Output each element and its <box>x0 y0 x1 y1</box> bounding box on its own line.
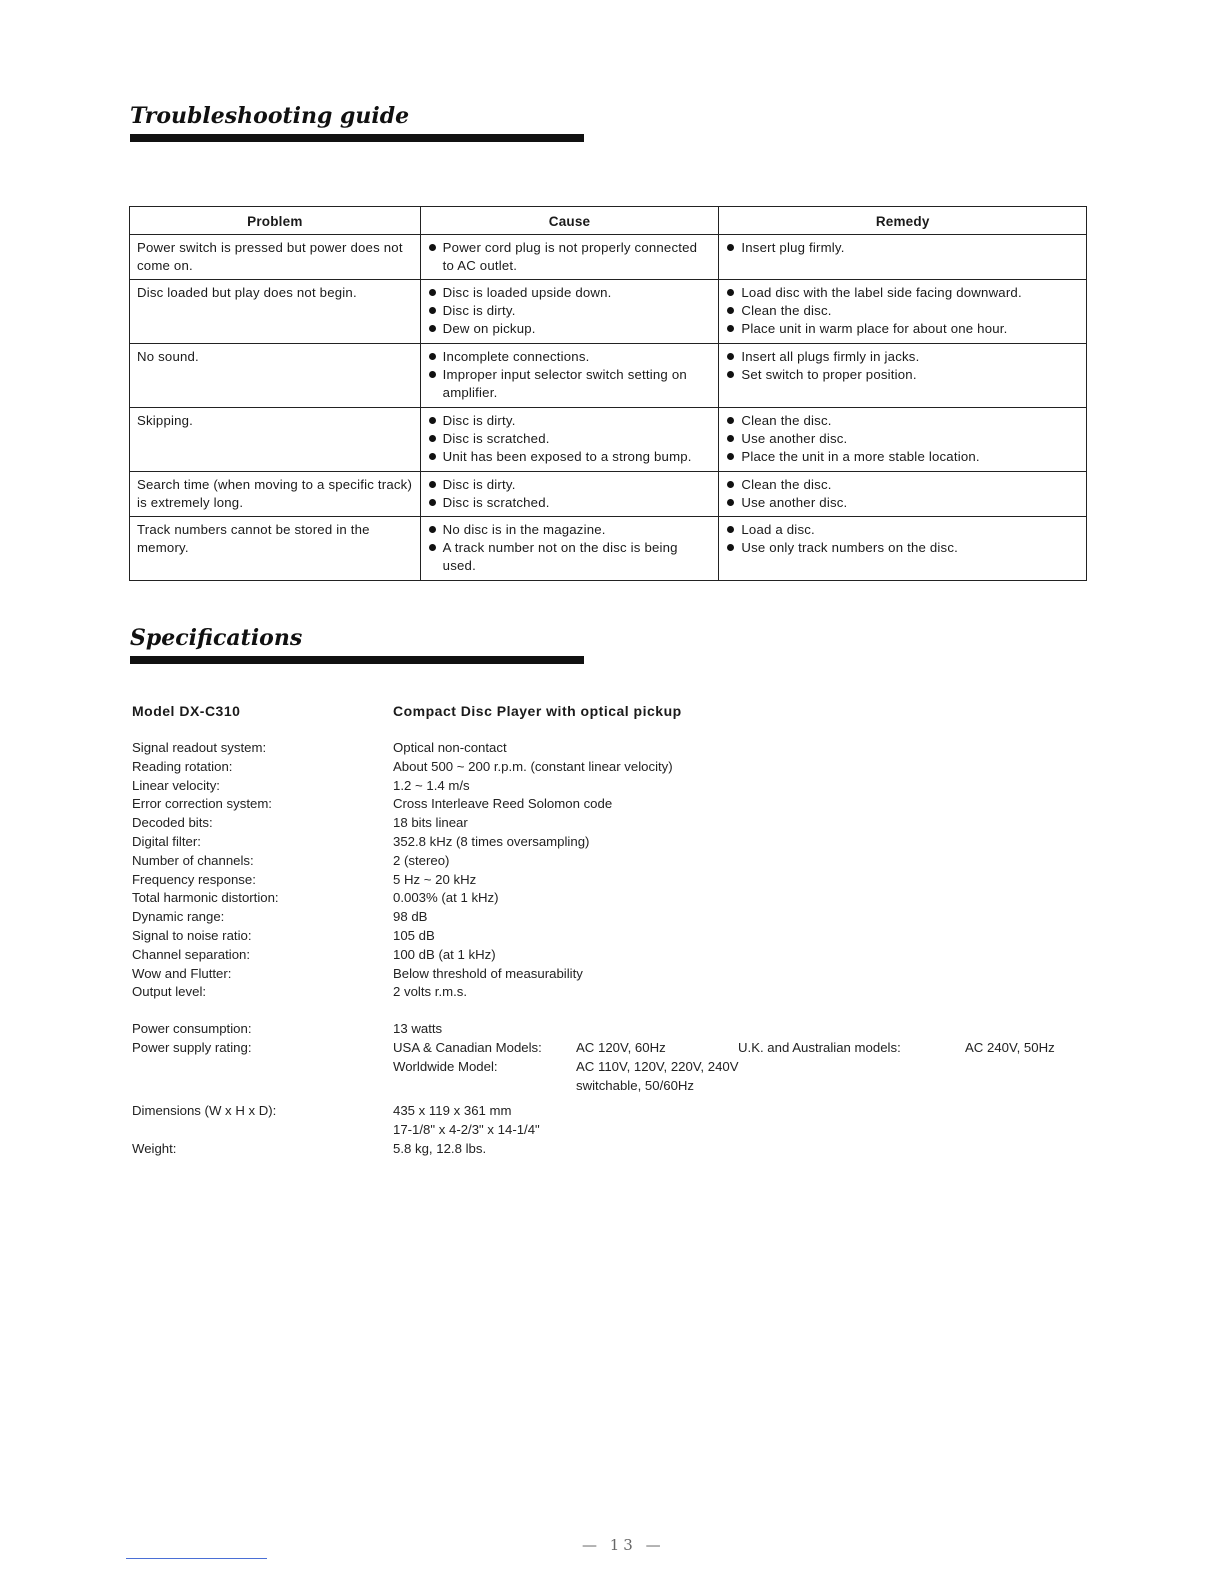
problem-cell: No sound. <box>130 344 421 408</box>
spec-row <box>132 927 1092 946</box>
table-row <box>130 472 1087 517</box>
spec-value: 1.2 ~ 1.4 m/s <box>393 777 470 793</box>
remedy-item: Use only track numbers on the disc. <box>726 539 1079 557</box>
cause-item: Disc is dirty. <box>428 476 712 494</box>
dimensions-imperial: 17-1/8" x 4-2/3" x 14-1/4" <box>393 1122 540 1138</box>
problem-cell: Power switch is pressed but power does not come on. <box>130 235 421 280</box>
spec-row <box>132 871 1092 890</box>
spec-label: Error correction system: <box>132 796 272 812</box>
spec-value: 13 watts <box>393 1021 443 1037</box>
spec-label: Decoded bits: <box>132 815 213 831</box>
table-row <box>130 235 1087 280</box>
spec-value: 352.8 kHz (8 times oversampling) <box>393 833 590 849</box>
cause-cell <box>420 408 719 472</box>
spec-label: Digital filter: <box>132 833 201 849</box>
problem-cell: Track numbers cannot be stored in the memory. <box>130 517 421 581</box>
remedy-item: Place the unit in a more stable location. <box>726 448 1079 466</box>
remedy-item: Clean the disc. <box>726 302 1079 320</box>
spec-value: 0.003% (at 1 kHz) <box>393 890 499 906</box>
remedy-item: Insert plug firmly. <box>726 239 1079 257</box>
cause-item: Disc is scratched. <box>428 494 712 512</box>
spec-row <box>132 758 1092 777</box>
spec-value: Cross Interleave Reed Solomon code <box>393 796 613 812</box>
cause-cell <box>420 280 719 344</box>
cause-item: Disc is scratched. <box>428 430 712 448</box>
spec-label: Total harmonic distortion: <box>132 890 279 906</box>
table-row <box>130 344 1087 408</box>
spec-row <box>132 983 1092 1002</box>
cause-item: Improper input selector switch setting on amplifier. <box>428 366 712 402</box>
cause-item: A track number not on the disc is being used. <box>428 539 712 575</box>
cause-item: Incomplete connections. <box>428 348 712 366</box>
remedy-item: Load disc with the label side facing downward. <box>726 284 1079 302</box>
specifications-heading: Specifications <box>130 625 303 651</box>
spec-label: Output level: <box>132 984 207 1000</box>
model-label: Model DX-C310 <box>132 703 241 719</box>
cause-cell <box>420 235 719 280</box>
usa-value: AC 120V, 60Hz <box>576 1039 666 1055</box>
spec-value: 5.8 kg, 12.8 lbs. <box>393 1140 487 1156</box>
spec-row <box>132 946 1092 965</box>
remedy-item: Clean the disc. <box>726 412 1079 430</box>
specifications-rule <box>130 656 584 664</box>
spec-label: Dynamic range: <box>132 909 225 925</box>
specifications-list <box>132 739 1092 1159</box>
uk-value: AC 240V, 50Hz <box>965 1039 1055 1055</box>
spec-row-dimensions <box>132 1102 1092 1140</box>
spec-row <box>132 833 1092 852</box>
cause-cell <box>420 344 719 408</box>
spec-row <box>132 965 1092 984</box>
header-cause: Cause <box>420 207 719 235</box>
remedy-item: Use another disc. <box>726 430 1079 448</box>
world-label: Worldwide Model: <box>393 1058 498 1074</box>
remedy-item: Clean the disc. <box>726 476 1079 494</box>
spec-row <box>132 908 1092 927</box>
page-number: — 13 — <box>582 1536 665 1554</box>
spec-label: Number of channels: <box>132 852 254 868</box>
spec-value: About 500 ~ 200 r.p.m. (constant linear velocity) <box>393 758 673 774</box>
troubleshooting-rule <box>130 134 584 142</box>
spec-value: Below threshold of measurability <box>393 965 583 981</box>
remedy-item: Place unit in warm place for about one hour. <box>726 320 1079 338</box>
remedy-cell <box>719 344 1087 408</box>
cause-item: Power cord plug is not properly connected to AC outlet. <box>428 239 712 275</box>
troubleshooting-heading: Troubleshooting guide <box>130 103 410 129</box>
spec-row-power-consumption <box>132 1020 1092 1039</box>
power-supply-usa-uk <box>393 1039 1092 1058</box>
spec-label: Wow and Flutter: <box>132 965 232 981</box>
footer-link-underline <box>126 1558 267 1559</box>
spec-value: 2 volts r.m.s. <box>393 984 468 1000</box>
remedy-cell <box>719 517 1087 581</box>
cause-item: Disc is dirty. <box>428 412 712 430</box>
remedy-item: Set switch to proper position. <box>726 366 1079 384</box>
usa-label: USA & Canadian Models: <box>393 1039 542 1055</box>
table-row <box>130 408 1087 472</box>
spec-value: 5 Hz ~ 20 kHz <box>393 871 477 887</box>
power-supply-worldwide <box>393 1058 1092 1077</box>
spec-label: Power consumption: <box>132 1021 252 1037</box>
cause-item: Disc is dirty. <box>428 302 712 320</box>
spec-row-power-supply <box>132 1039 1092 1095</box>
spec-row <box>132 777 1092 796</box>
remedy-cell <box>719 235 1087 280</box>
remedy-item: Load a disc. <box>726 521 1079 539</box>
cause-item: No disc is in the magazine. <box>428 521 712 539</box>
header-problem: Problem <box>130 207 421 235</box>
cause-item: Dew on pickup. <box>428 320 712 338</box>
world-value: AC 110V, 120V, 220V, 240V <box>576 1058 739 1074</box>
spec-label: Linear velocity: <box>132 777 220 793</box>
cause-item: Unit has been exposed to a strong bump. <box>428 448 712 466</box>
spec-label: Signal to noise ratio: <box>132 927 252 943</box>
remedy-cell <box>719 472 1087 517</box>
spec-label: Signal readout system: <box>132 740 267 755</box>
dimensions-metric: 435 x 119 x 361 mm <box>393 1103 512 1119</box>
spec-label: Power supply rating: <box>132 1039 252 1055</box>
cause-cell <box>420 472 719 517</box>
cause-cell <box>420 517 719 581</box>
table-row <box>130 280 1087 344</box>
spec-row-weight <box>132 1140 1092 1159</box>
problem-cell: Skipping. <box>130 408 421 472</box>
header-remedy: Remedy <box>719 207 1087 235</box>
spec-label: Reading rotation: <box>132 758 233 774</box>
spec-row <box>132 852 1092 871</box>
spec-label: Weight: <box>132 1140 177 1156</box>
spacer <box>132 1002 1092 1020</box>
spec-row <box>132 889 1092 908</box>
spec-value: 2 (stereo) <box>393 852 450 868</box>
spec-label: Dimensions (W x H x D): <box>132 1103 277 1119</box>
remedy-cell <box>719 408 1087 472</box>
spec-label: Frequency response: <box>132 871 256 887</box>
table-header-row <box>130 207 1087 235</box>
model-description: Compact Disc Player with optical pickup <box>393 703 682 719</box>
problem-cell: Disc loaded but play does not begin. <box>130 280 421 344</box>
spec-value: Optical non-contact <box>393 740 507 755</box>
remedy-item: Use another disc. <box>726 494 1079 512</box>
spec-value: 18 bits linear <box>393 815 468 831</box>
spec-row <box>132 814 1092 833</box>
table-row <box>130 517 1087 581</box>
spec-label: Channel separation: <box>132 946 251 962</box>
troubleshooting-table <box>129 206 1087 581</box>
spec-value: 98 dB <box>393 909 428 925</box>
spec-row <box>132 795 1092 814</box>
spec-value: 100 dB (at 1 kHz) <box>393 946 496 962</box>
problem-cell: Search time (when moving to a specific track) is extremely long. <box>130 472 421 517</box>
spacer <box>132 1095 1092 1102</box>
world-value-line2: switchable, 50/60Hz <box>576 1077 695 1093</box>
remedy-item: Insert all plugs firmly in jacks. <box>726 348 1079 366</box>
spec-value: 105 dB <box>393 927 435 943</box>
cause-item: Disc is loaded upside down. <box>428 284 712 302</box>
uk-label: U.K. and Australian models: <box>738 1039 901 1055</box>
remedy-cell <box>719 280 1087 344</box>
spec-row <box>132 739 1092 758</box>
